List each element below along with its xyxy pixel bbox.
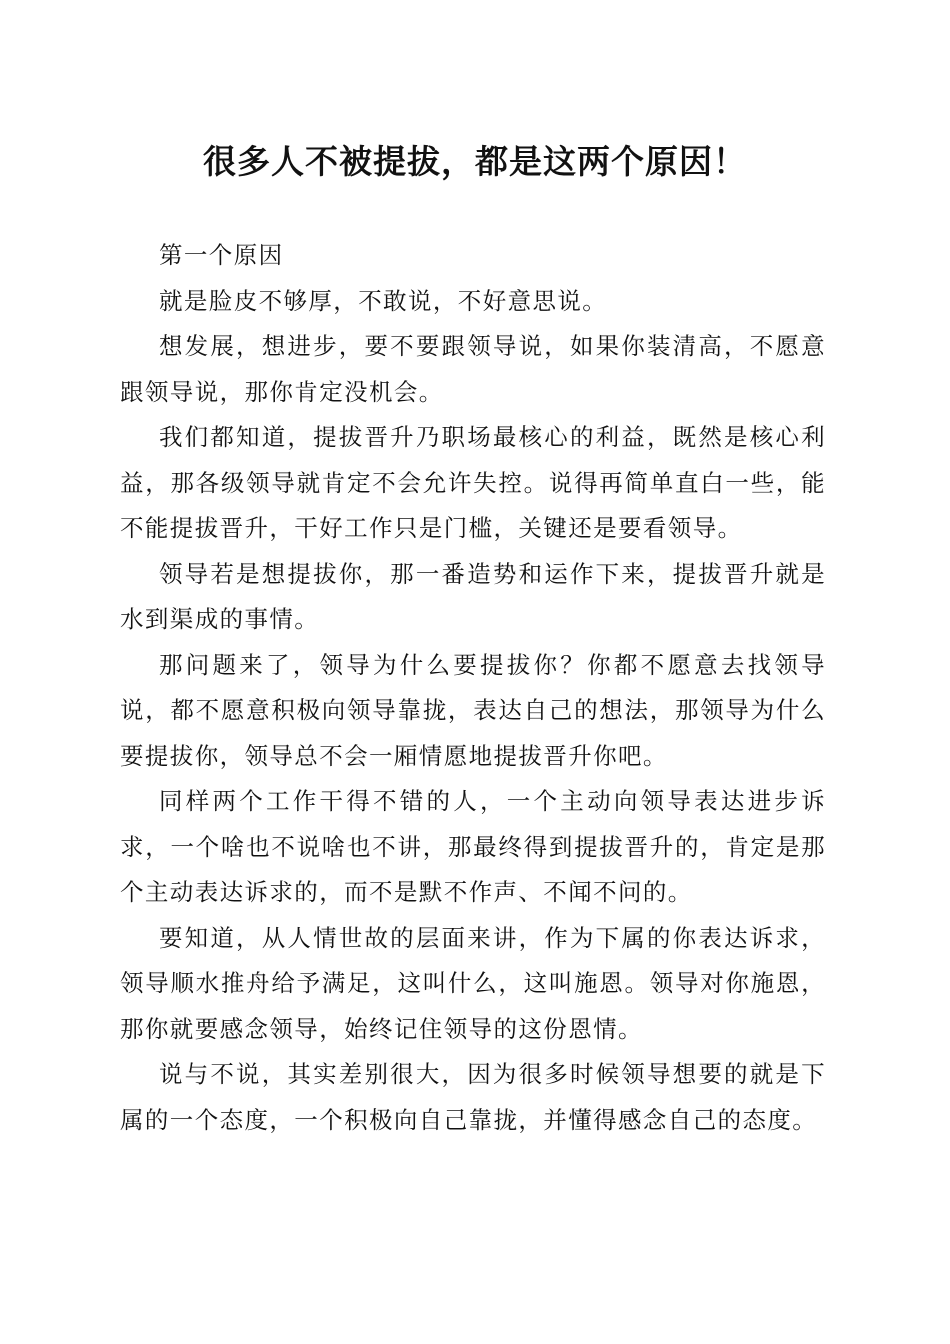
paragraph: 同样两个工作干得不错的人，一个主动向领导表达进步诉求，一个啥也不说啥也不讲，那最终得到提拔晋升的，肯定是那个主动表达诉求的，而不是默不作声、不闻不问的。 — [120, 787, 826, 906]
document-body — [120, 233, 826, 1143]
paragraph: 说与不说，其实差别很大，因为很多时候领导想要的就是下属的一个态度，一个积极向自己靠拢，并懂得感念自己的态度。 — [120, 1060, 826, 1134]
paragraph: 我们都知道，提拔晋升乃职场最核心的利益，既然是核心利益，那各级领导就肯定不会允许失控。说得再简单直白一些，能不能提拔晋升，干好工作只是门槛，关键还是要看领导。 — [120, 423, 826, 542]
paragraph: 领导若是想提拔你，那一番造势和运作下来，提拔晋升就是水到渠成的事情。 — [120, 559, 826, 633]
paragraph: 想发展，想进步，要不要跟领导说，如果你装清高，不愿意跟领导说，那你肯定没机会。 — [120, 332, 826, 406]
section-heading: 第一个原因 — [159, 241, 284, 269]
paragraph: 那问题来了，领导为什么要提拔你？你都不愿意去找领导说，都不愿意积极向领导靠拢，表达自己的想法，那领导为什么要提拔你，领导总不会一厢情愿地提拔晋升你吧。 — [120, 650, 826, 770]
document-title: 很多人不被提拔，都是这两个原因！ — [203, 142, 747, 181]
paragraph: 就是脸皮不够厚，不敢说，不好意思说。 — [159, 286, 608, 315]
paragraph: 要知道，从人情世故的层面来讲，作为下属的你表达诉求，领导顺水推舟给予满足，这叫什么，这叫施恩。领导对你施恩，那你就要感念领导，始终记住领导的这份恩情。 — [120, 923, 826, 1043]
